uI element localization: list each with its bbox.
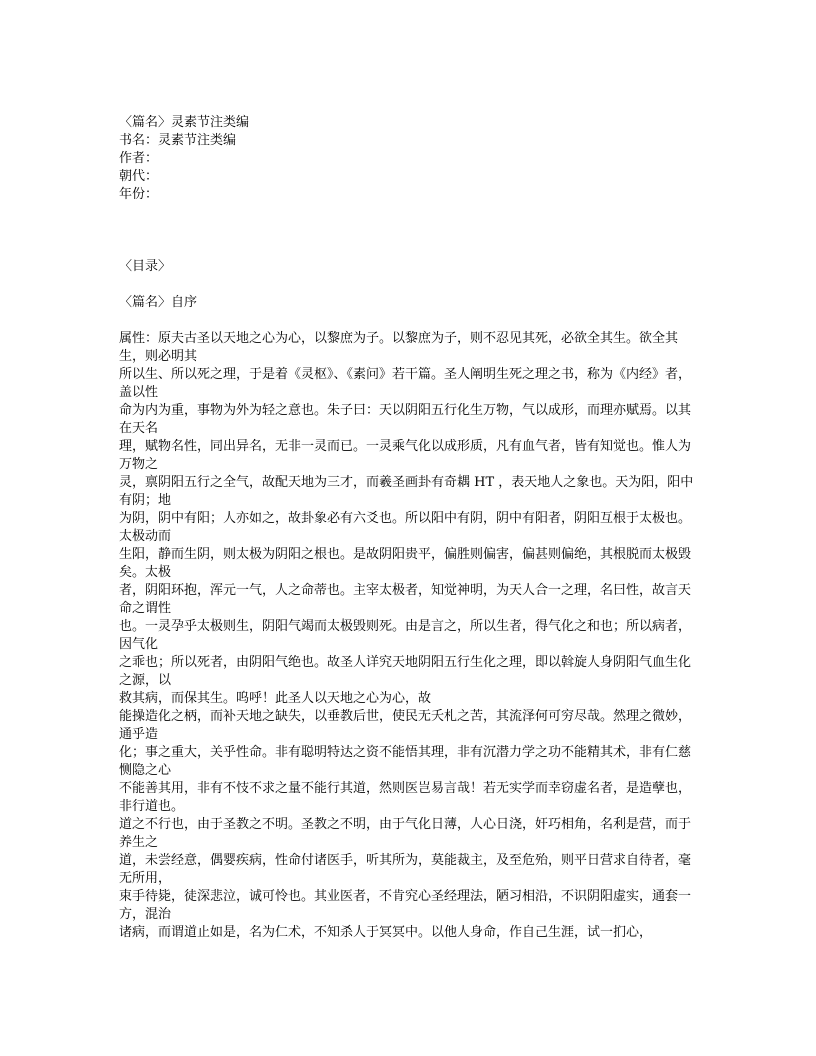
toc-label: 〈目录〉 — [119, 259, 172, 274]
preface-paragraph: 生阳，静而生阴，则太极为阴阳之根也。是故阴阳贵平，偏胜则偏害，偏甚则偏绝，其根脱而太极毁矣。太极 — [119, 547, 692, 580]
preface-paragraph: 不能善其用，非有不忮不求之量不能行其道，然则医岂易言哉！若无实学而幸窃虚名者，是造孽也，非行道也。 — [119, 781, 692, 814]
preface-paragraph: 所以生、所以死之理，于是着《灵枢》、《素问》若干篇。圣人阐明生死之理之书，称为《内经》者，盖以性 — [119, 367, 692, 400]
preface-paragraph: 理，赋物名性，同出异名，无非一灵而已。一灵乘气化以成形质，凡有血气者，皆有知觉也。惟人为万物之 — [119, 439, 692, 472]
preface-paragraph: 能操造化之柄，而补天地之缺失，以垂教后世，使民无夭札之苦，其流泽何可穷尽哉。然理之微妙，通乎造 — [119, 709, 692, 742]
spacer — [119, 312, 699, 330]
preface-paragraph: 灵，禀阴阳五行之全气，故配天地为三才，而羲圣画卦有奇耦 HT ，表天地人之象也。天为阳，阳中有阴；地 — [119, 475, 694, 508]
preface-paragraph: 束手待毙，徒深悲泣，诚可怜也。其业医者，不肯究心圣经理法，陋习相沿，不识阴阳虚实，通套一方，混治 — [119, 889, 692, 922]
preface-body — [119, 330, 699, 942]
preface-paragraph: 命为内为重，事物为外为轻之意也。朱子曰：天以阴阳五行化生万物，气以成形，而理亦赋焉。以其在天名 — [119, 403, 692, 436]
preface-paragraph: 也。一灵孕乎太极则生，阴阳气竭而太极毁则死。由是言之，所以生者，得气化之和也；所以病者，因气化 — [119, 619, 692, 652]
year-field: 年份： — [119, 187, 159, 202]
author-field: 作者： — [119, 151, 159, 166]
book-name: 书名：灵素节注类编 — [119, 133, 237, 148]
preface-paragraph: 诸病，而谓道止如是，名为仁术，不知杀人于冥冥中。以他人身命，作自己生涯，试一扪心， — [119, 925, 653, 940]
dynasty-field: 朝代： — [119, 169, 159, 184]
preface-paragraph: 道，未尝经意，偶婴疾病，性命付诸医手，听其所为，莫能裁主，及至危殆，则平日营求自待者，毫无所用， — [119, 853, 692, 886]
preface-paragraph: 救其病，而保其生。呜呼！此圣人以天地之心为心，故 — [119, 691, 432, 706]
section-label: 〈篇名〉自序 — [119, 295, 198, 310]
chapter-label: 〈篇名〉灵素节注类编 — [119, 115, 250, 130]
spacer — [119, 204, 699, 258]
preface-paragraph: 道之不行也，由于圣教之不明。圣教之不明，由于气化日薄，人心日浇，奸巧相角，名利是营，而于养生之 — [119, 817, 692, 850]
spacer — [119, 276, 699, 294]
preface-paragraph: 属性：原夫古圣以天地之心为心，以黎庶为子。以黎庶为子，则不忍见其死，必欲全其生。欲全其生，则必明其 — [119, 331, 679, 364]
preface-paragraph: 者，阴阳环抱，浑元一气，人之命蒂也。主宰太极者，知觉神明，为天人合一之理，名曰性，故言天命之谓性 — [119, 583, 692, 616]
document-page — [119, 114, 699, 942]
preface-paragraph: 之乖也；所以死者，由阴阳气绝也。故圣人详究天地阴阳五行生化之理，即以斡旋人身阴阳气血生化之源，以 — [119, 655, 692, 688]
preface-paragraph: 为阴，阴中有阳；人亦如之，故卦象必有六爻也。所以阳中有阴，阴中有阳者，阴阳互根于太极也。太极动而 — [119, 511, 692, 544]
preface-paragraph: 化；事之重大，关乎性命。非有聪明特达之资不能悟其理，非有沉潜力学之功不能精其术，非有仁慈恻隐之心 — [119, 745, 692, 778]
